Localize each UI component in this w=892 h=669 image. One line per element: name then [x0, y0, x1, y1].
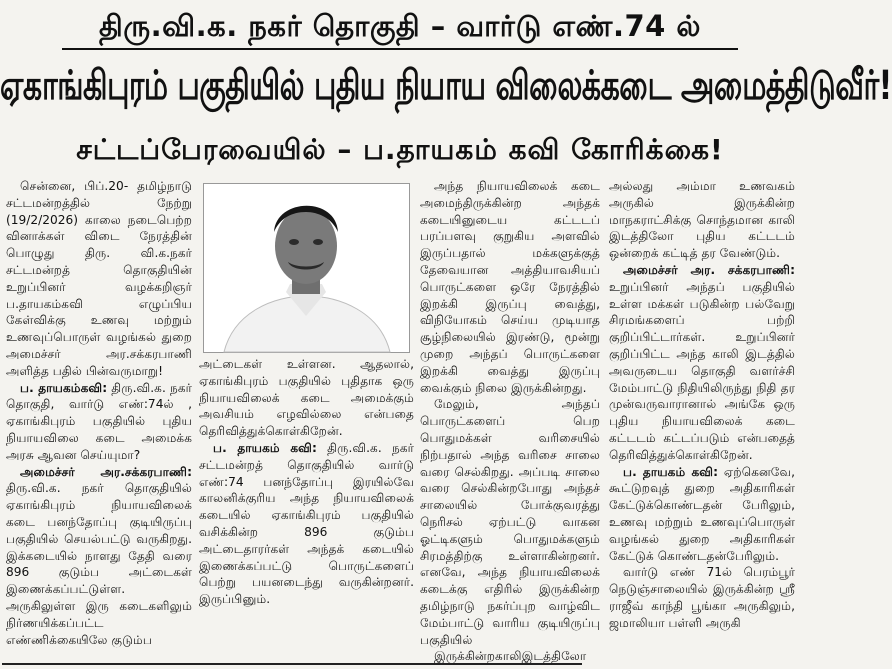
question-1-text: திரு.வி.க. நகர் தொகுதி, வார்டு எண்:74ல் , ஏகாங்கிபுரம் பகுதியில் புதிய நியாயவிலை கடை அமைக்க அரசு ஆவன செய்யுமா? — [6, 380, 192, 462]
speaker-label: ப. தாயகம்கவி: — [20, 380, 108, 395]
speaker-label: அமைச்சர் அர. சக்கரபாணி: — [623, 262, 795, 277]
answer-2-text: உறுப்பினர் அந்தப் பகுதியில் உள்ள மக்கள் படுகின்ற பல்வேறு சிரமங்களைப் பற்றி குறிப்பிட்டார்கள். உறுப்பினர் குறிப்பிட்ட அந்த காலி இடத்தில் அவருடைய தொகுதி வளர்ச்சி மேம்பாட்டு நிதியிலிருந்து நிதி தர முன்வருவாரானால் அங்கே ஒரு புதிய நியாயவிலைக் கடை கட்டடம் கட்டப்படும் என்பதைத் தெரிவித்துக்கொள்கிறேன். — [609, 279, 795, 462]
answer-1-text: திரு.வி.க. நகர் தொகுதியில் ஏகாங்கிபுரம் நியாயவிலைக் கடை பனந்தோப்பு குடியிருப்பு பகுதியில் செயல்பட்டு வருகிறது. இக்கடையில் நாளது தேதி வரை 896 குடும்ப அட்டைகள் இணைக்கப்பட்டுள்ள. அருகிலுள்ள இரு கடைகளிலும் நிர்ணயிக்கப்பட்ட எண்ணிக்கையிலே குடும்ப — [6, 481, 192, 647]
headline-line-1: திரு.வி.க. நகர் தொகுதி – வார்டு எண்.74 ல் — [98, 9, 701, 43]
column-3-paragraph-2: மேலும், அந்தப் பொருட்களைப் பெற பொதுமக்கள் வரிசையில் நிற்பதால் அந்த வரிசை சாலை வரை செல்கிறது. அப்படி சாலை வரை செல்கின்றபோது அந்தச் சாலையில் போக்குவரத்து நெரிசல் ஏற்பட்டு வாகன ஓட்டிகளும் பொதுமக்களும் சிரமத்திற்கு உள்ளாகின்றனர். எனவே, அந்த நியாயவிலைக் கடைக்கு எதிரில் இருக்கின்ற தமிழ்நாடு நகர்ப்புற வாழ்விட மேம்பாட்டு வாரிய குடியிருப்பு பகுதியில் — [420, 397, 600, 647]
person-portrait-icon — [204, 184, 409, 352]
question-1 — [6, 380, 192, 464]
column-4-paragraph-2: வார்டு எண் 71ல் பெரம்பூர் நெடுஞ்சாலையில் இருக்கின்ற ஸ்ரீ ராஜீவ் காந்தி பூங்கா அருகிலும், ஜமாலியா பள்ளி அருகி — [609, 565, 795, 630]
answer-2 — [609, 262, 795, 464]
speaker-label: ப. தாயகம் கவி: — [623, 464, 719, 479]
speaker-label: அமைச்சர் அர.சக்கரபாணி: — [20, 464, 192, 479]
column-4-paragraph-1: அல்லது அம்மா உணவகம் அருகில் இருக்கின்ற மாநகராட்சிக்கு சொந்தமான காலி இடத்திலோ புதிய கட்டடம் ஒன்றைக் கட்டித் தர வேண்டும். — [609, 179, 795, 261]
mla-portrait-photo — [203, 183, 410, 353]
bottom-divider — [2, 663, 582, 665]
article-column-4 — [609, 178, 795, 666]
article-column-3 — [420, 178, 600, 666]
question-2-text: திரு.வி.க. நகர் சட்டமன்றத் தொகுதியில் வார்டு எண்:74 பனந்தோப்பு இரயில்வே காலனிக்குரிய அந்த நியாயவிலைக் கடையில் ஏகாங்கிபுரம் பகுதியில் வசிக்கின்ற 896 குடும்ப அட்டைதாரர்கள் அந்தக் கடையில் இணைக்கப்பட்டு பொருட்களைப் பெற்று பயனடைந்து வருகின்றனர். இருப்பினும். — [199, 440, 414, 607]
question-2 — [199, 440, 414, 608]
article-column-2 — [199, 356, 414, 666]
column-3-paragraph-3: இருக்கின்றகாலிஇடத்திலோ — [434, 649, 587, 664]
column-1-intro: சென்னை, பிப்.20- தமிழ்நாடு சட்டமன்றத்தில் நேற்று (19/2/2026) காலை நடைபெற்ற வினாக்கள் விடை நேரத்தின் பொழுது திரு. வி.க.நகர் சட்டமன்றத் தொகுதியின் உறுப்பினர் வழக்கறிஞர் ப.தாயகம்கவி எழுப்பிய கேள்விக்கு உணவு மற்றும் உணவுப்பொருள் வழங்கல் துறை அமைச்சர் அர.சக்கரபாணி அளித்த பதில் பின்வருமாறு! — [6, 179, 192, 378]
article-column-1 — [6, 178, 192, 666]
column-2-paragraph: அட்டைகள் உள்ளன. ஆதலால், ஏகாங்கிபுரம் பகுதியில் புதிதாக ஒரு நியாயவிலைக் கடை அமைக்கும் அவசியம் எழவில்லை என்பதை தெரிவித்துக்கொள்கிறேன். — [199, 357, 414, 439]
question-3 — [609, 464, 795, 565]
column-3-paragraph-1: அந்த நியாயவிலைக் கடை அமைந்திருக்கின்ற அந்தக் கடையினுடைய கட்டடப் பரப்பளவு குறுகிய அளவில் இருப்பதால் மக்களுக்குத் தேவையான அத்தியாவசியப் பொருட்களை ஒரே நேரத்தில் இறக்கி இருப்பு வைத்து, விநியோகம் செய்ய முடியாத சூழ்நிலையில் இரண்டு, மூன்று முறை அந்தப் பொருட்களை இறக்கி வைத்து இருப்பு வைக்கும் நிலை இருக்கின்றது. — [420, 179, 600, 395]
headline-subtitle: சட்டப்பேரவையில் – ப.தாயகம் கவி கோரிக்கை! — [76, 133, 724, 166]
answer-1 — [6, 464, 192, 649]
question-3-text: ஏற்கெனவே, கூட்டுறவுத் துறை அதிகாரிகள் கேட்டுக்கொண்டதன் பேரிலும், உணவு மற்றும் உணவுப்பொருள் வழங்கல் துறை அதிகாரிகள் கேட்டுக் கொண்டதன்பேரிலும். — [609, 464, 795, 563]
speaker-label: ப. தாயகம் கவி: — [213, 440, 317, 455]
headline-main: ஏகாங்கிபுரம் பகுதியில் புதிய நியாய விலைக்கடை அமைத்திடுவீர்! — [0, 62, 892, 110]
